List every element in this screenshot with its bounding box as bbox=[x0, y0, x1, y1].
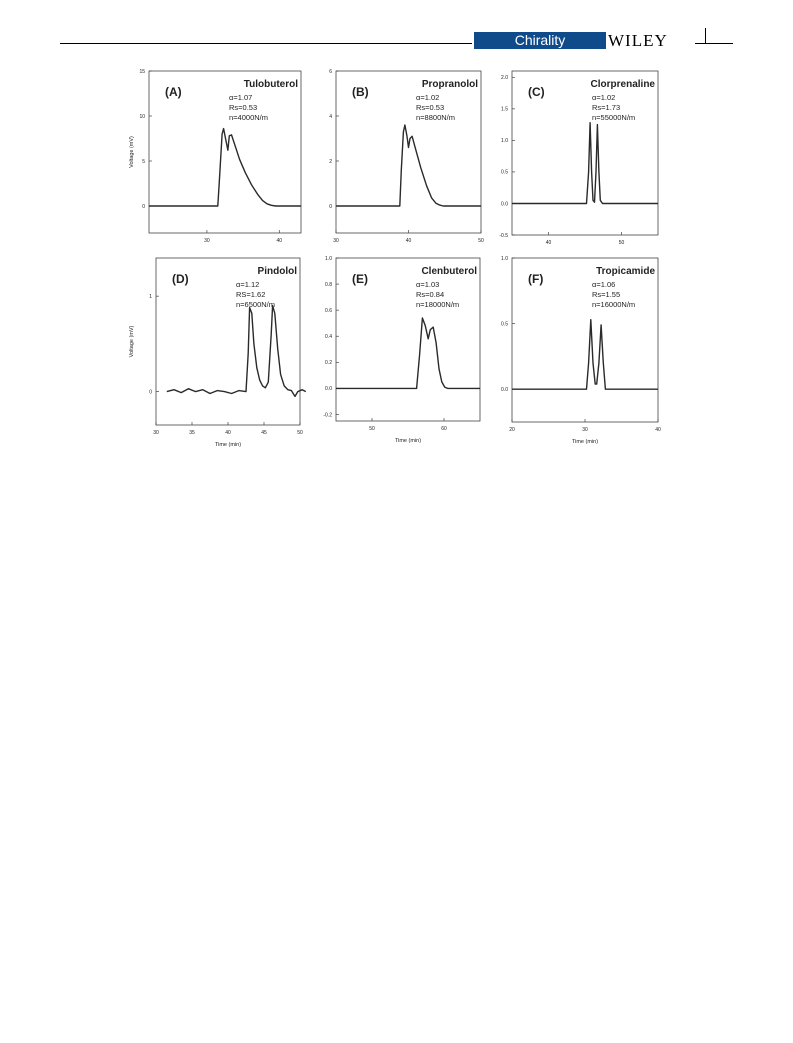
y-tick-label: 0.2 bbox=[325, 360, 332, 367]
separation-annotation: α=1.03 bbox=[416, 280, 440, 289]
y-axis-label: Voltage (mV) bbox=[129, 325, 135, 358]
separation-annotation: Rs=0.84 bbox=[416, 290, 445, 299]
panel-label: (A) bbox=[165, 85, 182, 99]
y-tick-label: 0.0 bbox=[325, 386, 332, 393]
chart-panel bbox=[499, 71, 658, 246]
chromatogram-trace bbox=[149, 129, 301, 206]
separation-annotation: α=1.07 bbox=[229, 93, 253, 102]
x-tick-label: 50 bbox=[478, 238, 484, 244]
y-tick-label: -0.5 bbox=[499, 232, 508, 239]
chromatogram-figure bbox=[0, 0, 793, 470]
x-tick-label: 40 bbox=[405, 238, 412, 244]
y-tick-label: 0.8 bbox=[325, 281, 332, 288]
y-tick-label: 6 bbox=[329, 68, 332, 75]
x-tick-label: 40 bbox=[545, 240, 552, 246]
x-tick-label: 30 bbox=[204, 238, 210, 244]
separation-annotation: α=1.06 bbox=[592, 280, 616, 289]
x-tick-label: 40 bbox=[276, 238, 283, 244]
y-tick-label: 0.5 bbox=[501, 321, 508, 328]
separation-annotation: n=55000N/m bbox=[592, 113, 636, 122]
y-tick-label: 10 bbox=[139, 113, 145, 120]
panel-label: (F) bbox=[528, 272, 544, 286]
chart-panel bbox=[501, 256, 661, 445]
separation-annotation: n=4000N/m bbox=[229, 113, 268, 122]
y-tick-label: 2 bbox=[329, 158, 332, 165]
separation-annotation: n=8800N/m bbox=[416, 113, 455, 122]
compound-name: Clenbuterol bbox=[421, 266, 477, 277]
chromatogram-trace bbox=[512, 123, 658, 204]
y-tick-label: 0.0 bbox=[501, 201, 508, 208]
separation-annotation: α=1.12 bbox=[236, 280, 260, 289]
y-tick-label: 0 bbox=[329, 203, 332, 210]
chromatogram-trace bbox=[167, 306, 306, 397]
y-tick-label: -0.2 bbox=[323, 412, 332, 419]
journal-badge: Chirality bbox=[474, 32, 606, 49]
panel-label: (D) bbox=[172, 272, 189, 286]
x-tick-label: 30 bbox=[582, 427, 588, 433]
compound-name: Propranolol bbox=[421, 79, 478, 90]
chart-panel bbox=[129, 69, 301, 244]
separation-annotation: Rs=1.55 bbox=[592, 290, 621, 299]
publisher-logo: WILEY bbox=[608, 31, 668, 50]
compound-name: Pindolol bbox=[257, 266, 297, 277]
x-tick-label: 30 bbox=[333, 238, 339, 244]
x-axis-label: Time (min) bbox=[394, 438, 422, 444]
x-tick-label: 20 bbox=[509, 427, 515, 433]
compound-name: Clorprenaline bbox=[590, 79, 655, 90]
y-tick-label: 1 bbox=[149, 293, 152, 300]
y-tick-label: 1.0 bbox=[325, 255, 332, 262]
separation-annotation: Rs=1.73 bbox=[592, 103, 621, 112]
y-tick-label: 0.5 bbox=[501, 169, 508, 176]
separation-annotation: α=1.02 bbox=[416, 93, 440, 102]
x-tick-label: 50 bbox=[618, 240, 625, 246]
separation-annotation: Rs=0.53 bbox=[416, 103, 445, 112]
y-tick-label: 2.0 bbox=[501, 75, 508, 82]
compound-name: Tulobuterol bbox=[243, 79, 298, 90]
chart-panel bbox=[323, 256, 480, 444]
panel-label: (E) bbox=[352, 272, 368, 286]
compound-name: Tropicamide bbox=[596, 266, 655, 277]
chart-panel bbox=[329, 69, 484, 244]
y-tick-label: 5 bbox=[142, 158, 145, 165]
y-tick-label: 1.0 bbox=[501, 255, 508, 262]
separation-annotation: n=18000N/m bbox=[416, 300, 460, 309]
panel-label: (C) bbox=[528, 85, 545, 99]
x-tick-label: 60 bbox=[441, 426, 447, 432]
separation-annotation: α=1.02 bbox=[592, 93, 616, 102]
x-tick-label: 30 bbox=[153, 430, 159, 436]
x-tick-label: 40 bbox=[225, 430, 231, 436]
separation-annotation: n=6500N/m bbox=[236, 300, 275, 309]
y-tick-label: 4 bbox=[329, 113, 332, 120]
x-tick-label: 50 bbox=[297, 430, 303, 436]
y-tick-label: 0.4 bbox=[325, 334, 332, 341]
y-tick-label: 15 bbox=[139, 68, 145, 75]
y-axis-label: Voltage (mV) bbox=[129, 136, 135, 168]
chromatogram-trace bbox=[336, 318, 480, 388]
x-axis-label: Time (min) bbox=[214, 442, 242, 448]
y-tick-label: 0 bbox=[142, 203, 145, 210]
y-tick-label: 0.6 bbox=[325, 307, 332, 314]
y-tick-label: 0.0 bbox=[501, 387, 508, 393]
chromatogram-trace bbox=[512, 320, 658, 390]
y-tick-label: 0 bbox=[149, 389, 152, 396]
x-tick-label: 50 bbox=[369, 426, 375, 432]
y-tick-label: 1.0 bbox=[501, 138, 508, 145]
separation-annotation: Rs=0.53 bbox=[229, 103, 258, 112]
separation-annotation: RS=1.62 bbox=[236, 290, 266, 299]
separation-annotation: n=16000N/m bbox=[592, 300, 636, 309]
y-tick-label: 1.5 bbox=[501, 106, 508, 113]
x-axis-label: Time (min) bbox=[571, 439, 599, 445]
x-tick-label: 35 bbox=[189, 430, 195, 436]
x-tick-label: 45 bbox=[261, 430, 267, 436]
chart-panel bbox=[129, 258, 306, 448]
chromatogram-trace bbox=[336, 125, 481, 206]
panel-label: (B) bbox=[352, 85, 369, 99]
x-tick-label: 40 bbox=[655, 427, 661, 433]
